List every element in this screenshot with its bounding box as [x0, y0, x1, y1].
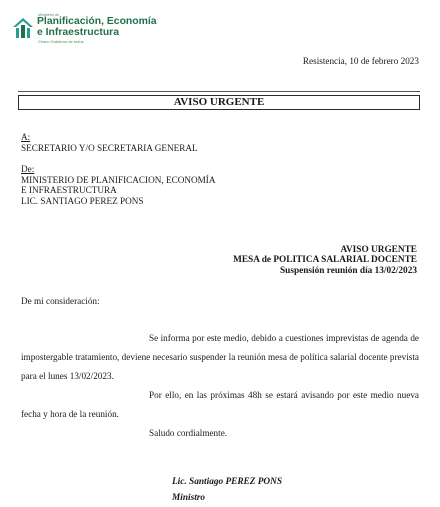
logo-top-text: Ministerio de: [38, 13, 60, 17]
subject-line-3: Suspensión reunión día 13/02/2023: [279, 265, 417, 276]
signature-name: Lic. Santiago PEREZ PONS: [172, 477, 283, 487]
logo-title-line1: Planificación, Economía: [37, 16, 157, 27]
recipient-label: A:: [21, 132, 31, 142]
sender-line-2: E INFRAESTRUCTURA: [21, 185, 117, 196]
body-paragraph-2: Por ello, en las próximas 48h se estará avisando por este medio nueva fecha y hora de la reunión.: [21, 390, 419, 419]
sender-line-3: LIC. SANTIAGO PEREZ PONS: [21, 195, 144, 206]
sender-block: [21, 164, 215, 206]
ministry-logo: [12, 13, 212, 44]
body-paragraph-1: Se informa por este medio, debido a cuestiones imprevistas de agenda de impostergable tratamiento, deviene necesario suspender la reunión mesa de política salarial docente prevista para el lunes 13/02/2023.: [21, 333, 419, 381]
logo-title-line2: e Infraestructura: [37, 27, 119, 38]
greeting: De mi consideración:: [21, 296, 100, 306]
sender-line-1: MINISTERIO DE PLANIFICACION, ECONOMÍA: [21, 174, 216, 185]
body-paragraph-3: Saludo cordialmente.: [149, 428, 228, 438]
sender-label: De:: [21, 164, 35, 174]
banner-rule: [18, 91, 420, 92]
subject-line-1: AVISO URGENTE: [340, 245, 417, 255]
logo-subtitle: Chaco Gobierno de todos: [38, 39, 84, 44]
house-icon: [12, 17, 34, 39]
banner-title: AVISO URGENTE: [18, 95, 420, 110]
signature-role: Ministro: [172, 493, 206, 503]
recipient-block: [21, 132, 198, 153]
recipient-name: SECRETARIO Y/O SECRETARIA GENERAL: [21, 142, 198, 153]
subject-line-2: MESA de POLITICA SALARIAL DOCENTE: [233, 255, 417, 266]
document-date: Resistencia, 10 de febrero 2023: [302, 56, 419, 66]
subject-block: [233, 245, 417, 276]
